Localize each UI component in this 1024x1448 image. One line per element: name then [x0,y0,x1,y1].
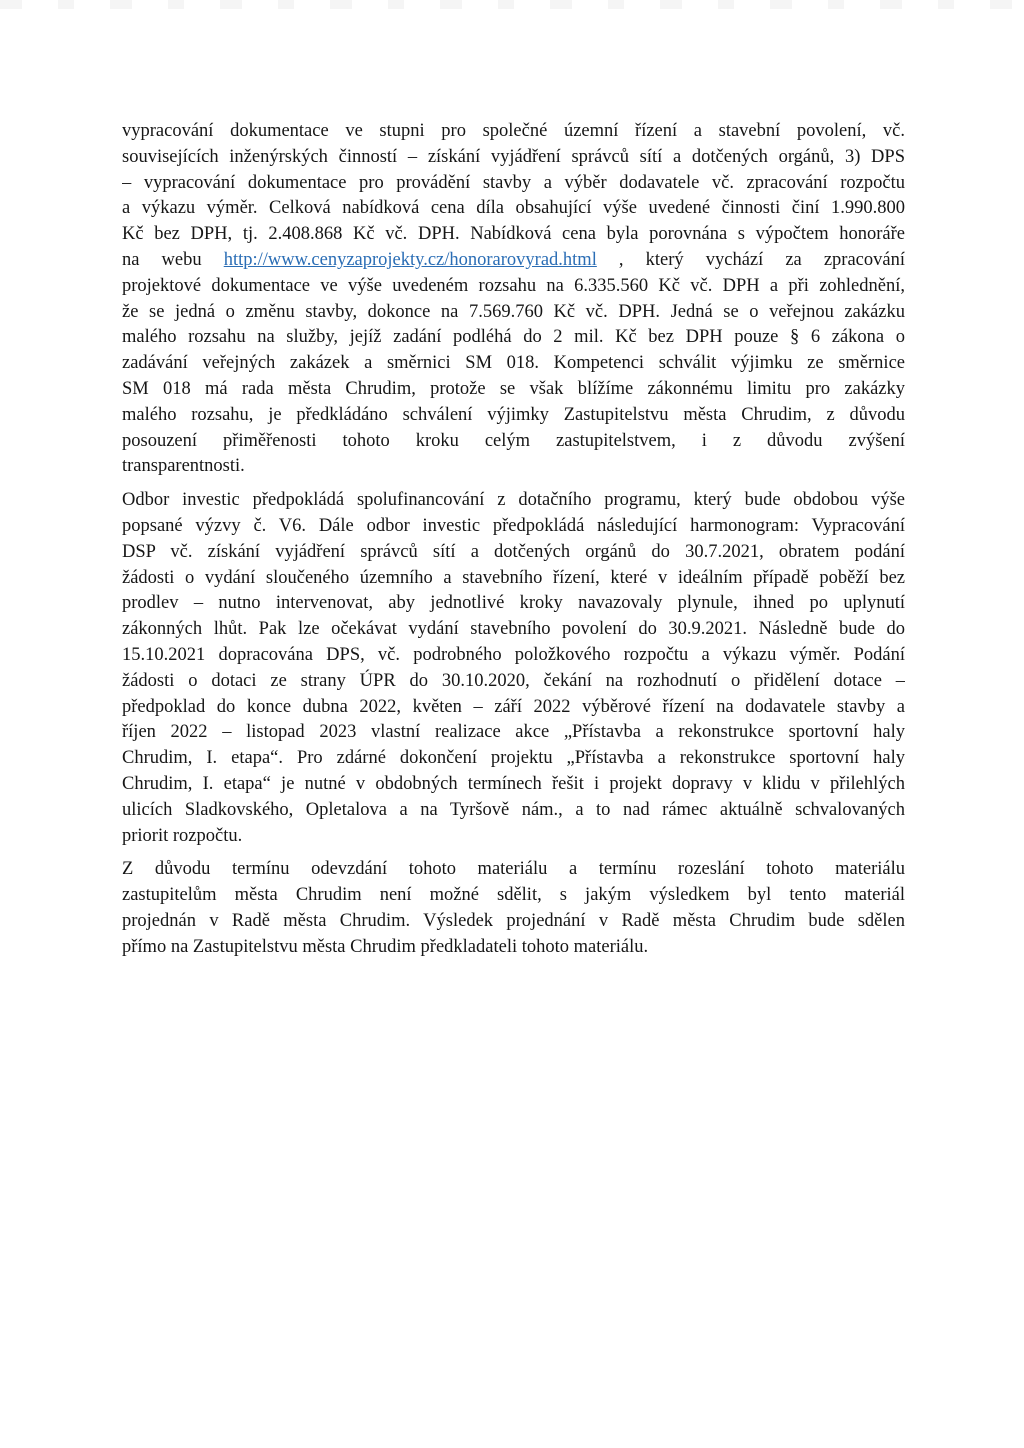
text-run: posouzení přiměřenosti tohoto kroku celým zastupitelstvem, i z důvodu zvýšení [122,430,905,451]
text-run: popsané výzvy č. V6. Dále odbor investic předpokládá následující harmonogram: Vypracování [122,515,905,536]
text-run: malého rozsahu na služby, jejíž zadání podléhá do 2 mil. Kč bez DPH pouze § 6 zákona o [122,327,905,348]
text-line [122,798,905,824]
text-run: že se jedná o změnu stavby, dokonce na 7.569.760 Kč vč. DPH. Jedná se o veřejnou zakázku [122,301,905,322]
text-line [122,540,905,566]
text-run: , který vychází za zpracování [596,249,905,270]
text-run: – vypracování dokumentace pro provádění stavby a výběr dodavatele vč. zpracování rozpočtu [122,172,905,193]
text-line [122,145,905,171]
text-run: žádosti o vydání sloučeného územního a stavebního řízení, které v ideálním případě poběží bez [122,567,905,588]
paragraph [122,857,905,960]
text-run: ulicích Sladkovského, Opletalova a na Tyršově nám., a to nad rámec aktuálně schvalovaných [122,799,905,820]
text-line [122,883,905,909]
text-line [122,935,905,961]
text-run: transparentnosti. [122,456,245,477]
text-line [122,488,905,514]
text-run: zadávání veřejných zakázek a směrnici SM 018. Kompetenci schválit výjimku ze směrnice [122,353,905,374]
text-line [122,669,905,695]
text-line [122,720,905,746]
text-run: malého rozsahu, je předkládáno schválení výjimky Zastupitelstvu města Chrudim, z důvodu [122,404,905,425]
text-line [122,617,905,643]
text-line [122,300,905,326]
text-run: vypracování dokumentace ve stupni pro společné územní řízení a stavební povolení, vč. [122,121,905,141]
text-line [122,325,905,351]
scan-artifact-top [0,0,1024,9]
text-run: žádosti o dotaci ze strany ÚPR do 30.10.2020, čekání na rozhodnutí o přidělení dotace – [122,670,905,691]
text-run: přímo na Zastupitelstvu města Chrudim předkladateli tohoto materiálu. [122,936,649,957]
text-run: a výkazu výměr. Celková nabídková cena díla obsahující výše uvedené činnosti činí 1.990.800 [122,198,905,219]
text-line [122,591,905,617]
text-run: Odbor investic předpokládá spolufinancování z dotačního programu, který bude obdobou výše [122,490,905,511]
text-run: prodlev – nutno intervenovat, aby jednotlivé kroky navazovaly plynule, ihned po uplynutí [122,593,905,614]
text-run: předpoklad do konce dubna 2022, květen – září 2022 výběrové řízení na dodavatele stavby a [122,696,905,717]
text-run: projednán v Radě města Chrudim. Výsledek projednání v Radě města Chrudim bude sdělen [122,910,905,931]
paragraph [122,488,905,849]
text-line [122,746,905,772]
text-line [122,454,905,480]
text-run: zákonných lhůt. Pak lze očekávat vydání stavebního povolení do 30.9.2021. Následně bude do [122,619,905,640]
paragraph [122,119,905,480]
text-line [122,429,905,455]
text-line [122,119,905,145]
text-run: Chrudim, I. etapa“ je nutné v obdobných termínech řešit i projekt dopravy v klidu v přilehlých [122,773,905,794]
text-run: na webu [122,249,224,270]
hyperlink[interactable]: http://www.cenyzaprojekty.cz/honorarovyrad.html [223,249,597,270]
text-line [122,248,905,274]
document-text [122,119,905,969]
text-run: Chrudim, I. etapa“. Pro zdárné dokončení projektu „Přístavba a rekonstrukce sportovní haly [122,748,905,769]
text-run: priorit rozpočtu. [122,825,243,846]
text-line [122,772,905,798]
text-line [122,909,905,935]
text-run: souvisejících inženýrských činností – získání vyjádření správců sítí a dotčených orgánů, 3) DPS [122,146,905,167]
text-line [122,171,905,197]
text-run: říjen 2022 – listopad 2023 vlastní realizace akce „Přístavba a rekonstrukce sportovní haly [122,722,905,743]
text-line [122,403,905,429]
text-line [122,566,905,592]
text-line [122,196,905,222]
text-line [122,643,905,669]
text-run: Kč bez DPH, tj. 2.408.868 Kč vč. DPH. Nabídková cena byla porovnána s výpočtem honoráře [122,224,905,245]
text-run: DSP vč. získání vyjádření správců sítí a dotčených orgánů do 30.7.2021, obratem podání [122,541,905,562]
text-run: SM 018 má rada města Chrudim, protože se však blížíme zákonnému limitu pro zakázky [122,378,905,399]
text-run: zastupitelům města Chrudim není možné sdělit, s jakým výsledkem byl tento materiál [122,885,905,906]
text-line [122,377,905,403]
text-line [122,274,905,300]
text-line [122,695,905,721]
text-line [122,824,905,850]
text-run: Z důvodu termínu odevzdání tohoto materiálu a termínu rozeslání tohoto materiálu [122,859,905,880]
text-run: 15.10.2021 dopracována DPS, vč. podrobného položkového rozpočtu a výkazu výměr. Podání [122,644,905,665]
text-line [122,514,905,540]
text-line [122,857,905,883]
text-run: projektové dokumentace ve výše uvedeném rozsahu na 6.335.560 Kč vč. DPH a při zohlednění, [122,275,905,296]
text-line [122,351,905,377]
text-line [122,222,905,248]
